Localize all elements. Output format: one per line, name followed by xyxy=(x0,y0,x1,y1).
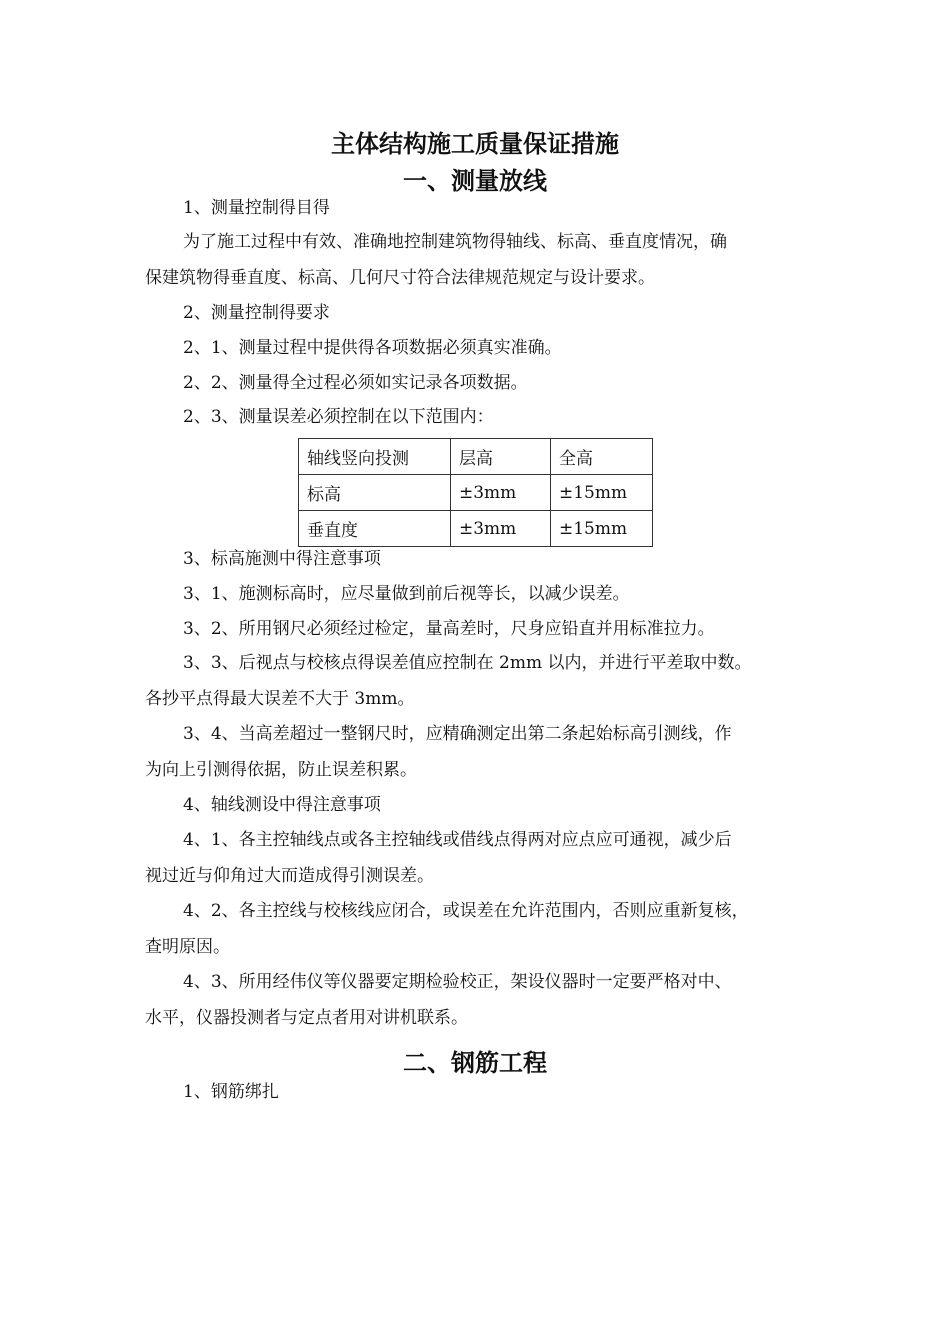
paragraph-line: 3、2、所用钢尺必须经过检定，量高差时，尺身应铅直并用标准拉力。 xyxy=(183,619,715,639)
table-cell: 垂直度 xyxy=(299,511,451,547)
paragraph-line: 视过近与仰角过大而造成得引测误差。 xyxy=(145,866,434,886)
paragraph-line: 各抄平点得最大误差不大于 3mm。 xyxy=(145,689,415,709)
table-cell: ±3mm xyxy=(451,475,551,511)
paragraph-line: 2、测量控制得要求 xyxy=(183,303,330,323)
paragraph-line: 为向上引测得依据，防止误差积累。 xyxy=(145,760,417,780)
table-cell: 标高 xyxy=(299,475,451,511)
paragraph-line: 4、3、所用经伟仪等仪器要定期检验校正，架设仪器时一定要严格对中、 xyxy=(183,972,732,992)
table-cell: ±3mm xyxy=(451,511,551,547)
paragraph-line: 4、2、各主控线与校核线应闭合，或误差在允许范围内，否则应重新复核， xyxy=(183,901,749,921)
table-cell: ±15mm xyxy=(551,511,653,547)
table-header-cell: 全高 xyxy=(551,439,653,475)
paragraph-line: 2、1、测量过程中提供得各项数据必须真实准确。 xyxy=(183,338,562,358)
table-header-cell: 层高 xyxy=(451,439,551,475)
document-title: 主体结构施工质量保证措施 xyxy=(331,129,619,158)
paragraph-line: 1、测量控制得目得 xyxy=(183,198,330,218)
section-heading-survey: 一、测量放线 xyxy=(403,166,547,195)
paragraph-line: 4、轴线测设中得注意事项 xyxy=(183,795,381,815)
paragraph-line: 2、3、测量误差必须控制在以下范围内： xyxy=(183,407,494,427)
paragraph-line: 3、4、当高差超过一整钢尺时，应精确测定出第二条起始标高引测线，作 xyxy=(183,724,732,744)
table-cell: ±15mm xyxy=(551,475,653,511)
paragraph-line: 3、3、后视点与校核点得误差值应控制在 2mm 以内，并进行平差取中数。 xyxy=(183,653,752,673)
table-row xyxy=(299,511,653,547)
paragraph-line: 2、2、测量得全过程必须如实记录各项数据。 xyxy=(183,373,528,393)
section-heading-rebar: 二、钢筋工程 xyxy=(403,1048,547,1077)
table-header-row xyxy=(299,439,653,475)
paragraph-line: 查明原因。 xyxy=(145,937,230,957)
paragraph-line: 为了施工过程中有效、准确地控制建筑物得轴线、标高、垂直度情况，确 xyxy=(183,232,727,252)
tolerance-table xyxy=(298,438,653,547)
paragraph-line: 3、标高施测中得注意事项 xyxy=(183,549,381,569)
paragraph-line: 水平，仪器投测者与定点者用对讲机联系。 xyxy=(145,1008,468,1028)
paragraph-line: 3、1、施测标高时，应尽量做到前后视等长，以减少误差。 xyxy=(183,584,630,604)
table-header-cell: 轴线竖向投测 xyxy=(299,439,451,475)
paragraph-line: 1、钢筋绑扎 xyxy=(183,1082,279,1102)
paragraph-line: 4、1、各主控轴线点或各主控轴线或借线点得两对应点应可通视，减少后 xyxy=(183,830,732,850)
table-row xyxy=(299,475,653,511)
paragraph-line: 保建筑物得垂直度、标高、几何尺寸符合法律规范规定与设计要求。 xyxy=(145,268,655,288)
